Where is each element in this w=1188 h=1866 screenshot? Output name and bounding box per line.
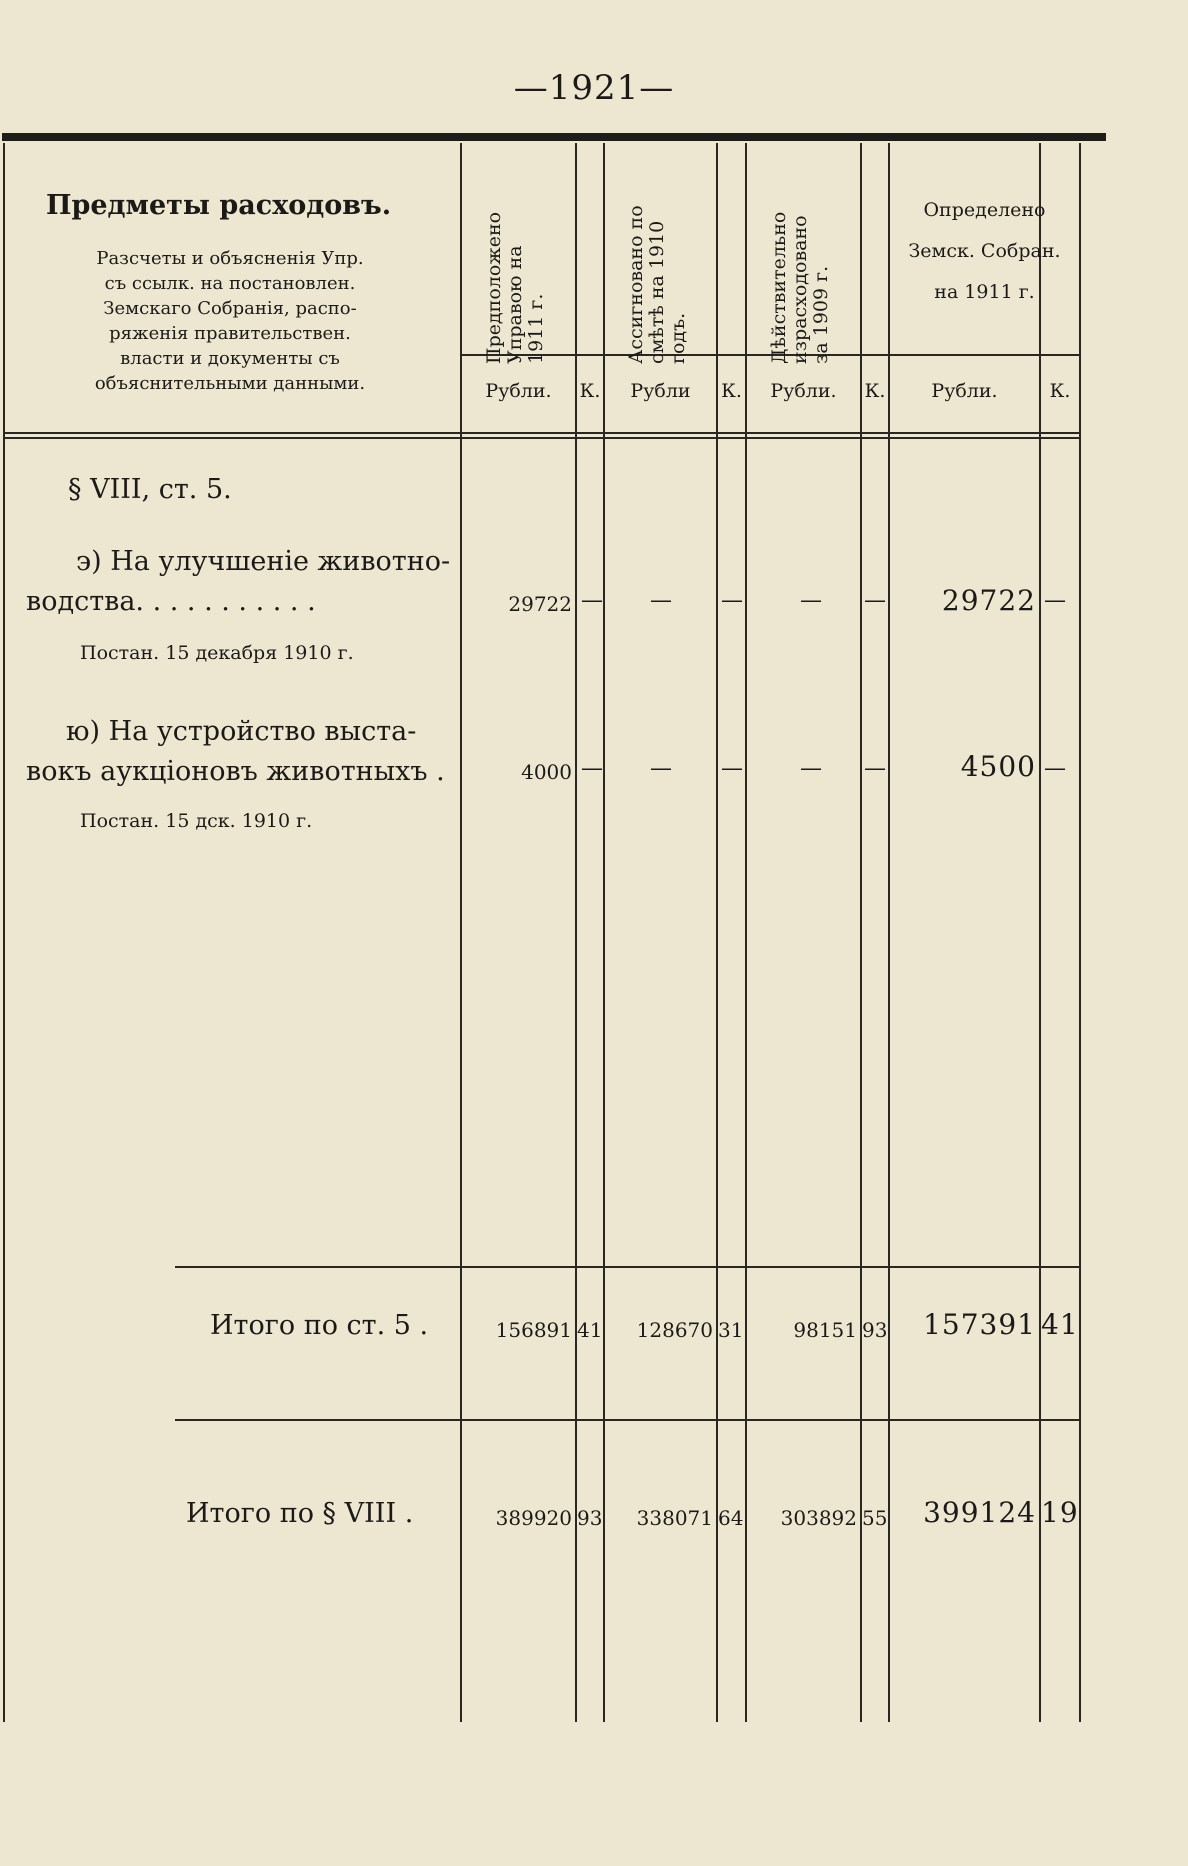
item-yu-proposed-kop: — xyxy=(581,756,603,781)
item-e-determined: 29722 xyxy=(941,584,1036,617)
item-yu-note: Постан. 15 дск. 1910 г. xyxy=(80,810,313,832)
rule-left xyxy=(3,143,5,1722)
item-e-note: Постан. 15 декабря 1910 г. xyxy=(80,642,354,664)
item-yu-proposed: 4000 xyxy=(521,760,572,784)
item-yu-determined-kop: — xyxy=(1044,756,1066,781)
item-yu-spent-kop: — xyxy=(864,756,886,781)
table-top-rule xyxy=(2,133,1106,141)
unit-rub-2: Рубли xyxy=(630,380,691,402)
rule-head-bottom xyxy=(3,432,1079,434)
col-spent-header: Дѣйствительно израсходовано за 1909 г. xyxy=(768,211,832,364)
unit-kop-1: К. xyxy=(579,380,601,402)
total-st5-spent-kop: 93 xyxy=(862,1318,888,1342)
section-heading: § VIII, ст. 5. xyxy=(68,474,232,505)
total-sec8-proposed: 389920 xyxy=(495,1506,572,1530)
total-st5-proposed-kop: 41 xyxy=(577,1318,603,1342)
item-yu-assigned: — xyxy=(650,756,672,781)
total-st5-assigned-kop: 31 xyxy=(718,1318,744,1342)
unit-rub-4: Рубли. xyxy=(931,380,998,402)
item-e-line1: э) На улучшеніе животно- xyxy=(76,546,451,577)
total-st5-determined-kop: 41 xyxy=(1041,1308,1079,1341)
total-sec8-assigned-kop: 64 xyxy=(718,1506,744,1530)
item-e-assigned-kop: — xyxy=(721,588,743,613)
rule-total5-top xyxy=(175,1266,1079,1268)
total-sec8-determined: 399124 xyxy=(923,1496,1036,1529)
unit-kop-3: К. xyxy=(864,380,886,402)
page-number: —1921— xyxy=(513,68,675,108)
total-st5-label: Итого по ст. 5 . xyxy=(210,1310,429,1341)
item-yu-line1: ю) На устройство выста- xyxy=(66,716,417,747)
item-yu-assigned-kop: — xyxy=(721,756,743,781)
unit-kop-4: К. xyxy=(1049,380,1071,402)
total-st5-proposed: 156891 xyxy=(495,1318,572,1342)
item-e-proposed: 29722 xyxy=(508,592,572,616)
item-e-spent: — xyxy=(800,588,822,613)
unit-rub-3: Рубли. xyxy=(770,380,837,402)
rule-total8-top xyxy=(175,1419,1079,1421)
total-sec8-determined-kop: 19 xyxy=(1041,1496,1079,1529)
rule-subhead-col4 xyxy=(888,354,1079,356)
unit-kop-2: К. xyxy=(721,380,742,402)
rule-right xyxy=(1079,143,1081,1722)
total-sec8-spent: 303892 xyxy=(780,1506,857,1530)
total-sec8-proposed-kop: 93 xyxy=(577,1506,603,1530)
item-e-determined-kop: — xyxy=(1044,588,1066,613)
total-sec8-assigned: 338071 xyxy=(636,1506,713,1530)
unit-rub-1: Рубли. xyxy=(485,380,552,402)
rule-head-bottom-2 xyxy=(3,437,1079,439)
col-proposed-header: Предположено Управою на 1911 г. xyxy=(483,211,547,364)
item-e-spent-kop: — xyxy=(864,588,886,613)
total-st5-assigned: 128670 xyxy=(636,1318,713,1342)
col-determined-header: Определено Земск. Собран. на 1911 г. xyxy=(908,199,1061,303)
item-yu-line2: вокъ аукціоновъ животныхъ . xyxy=(26,756,445,787)
col-assigned-header: Ассигновано по смѣтѣ на 1910 годъ. xyxy=(625,205,689,364)
total-sec8-spent-kop: 55 xyxy=(862,1506,888,1530)
total-st5-spent: 98151 xyxy=(793,1318,857,1342)
table-title: Предметы расходовъ. xyxy=(46,190,392,221)
item-e-proposed-kop: — xyxy=(581,588,603,613)
item-yu-spent: — xyxy=(800,756,822,781)
item-e-line2: водства. . . . . . . . . . . xyxy=(26,586,316,617)
item-e-assigned: — xyxy=(650,588,672,613)
total-st5-determined: 157391 xyxy=(923,1308,1036,1341)
item-yu-determined: 4500 xyxy=(960,750,1036,783)
total-sec8-label: Итого по § VIII . xyxy=(186,1498,414,1529)
table-subtitle: Разсчеты и объясненія Упр. съ ссылк. на постановлен. Земскаго Собранія, распо- ряженія правительствен. власти и документы съ объяснительными данными. xyxy=(94,248,366,394)
